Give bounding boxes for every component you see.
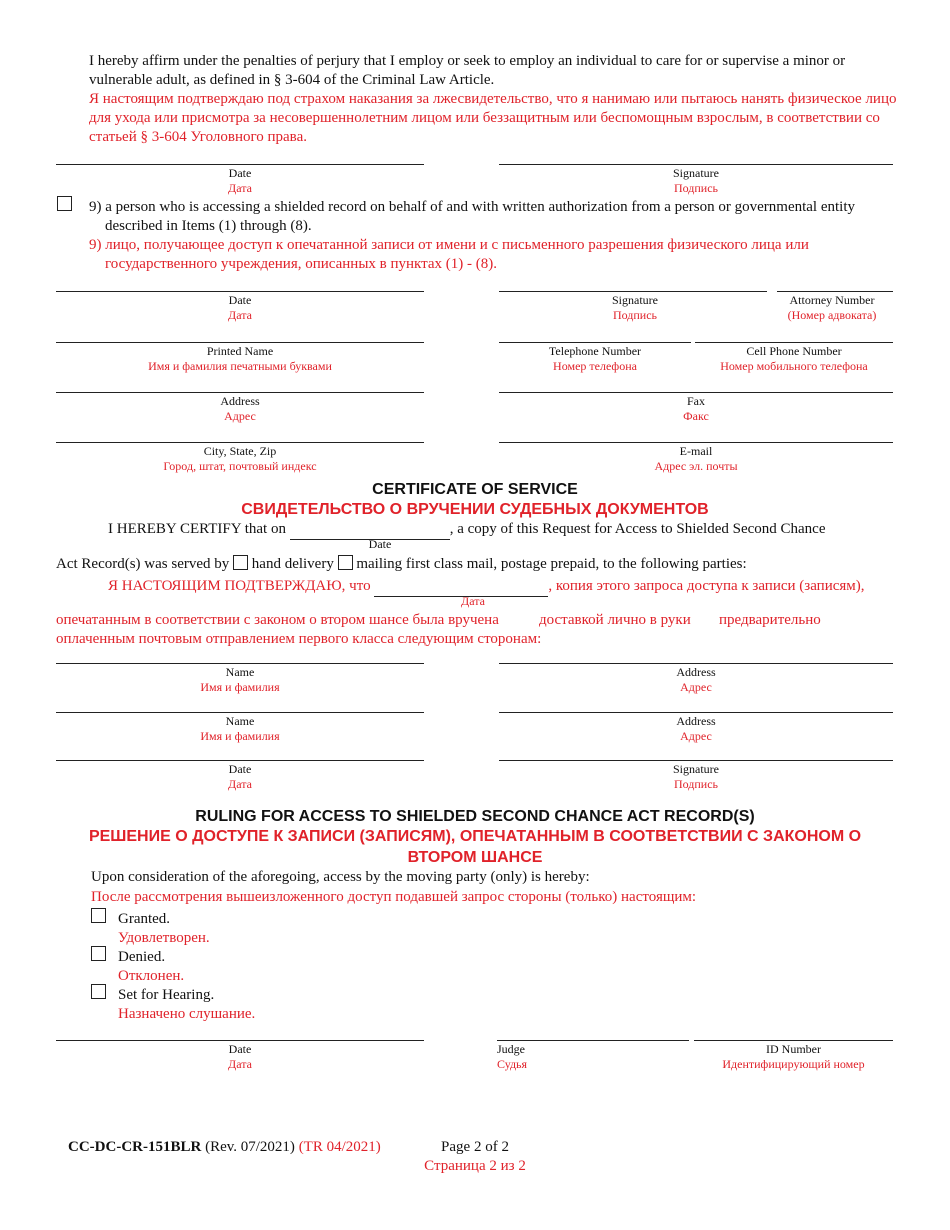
- email-label: E-mail Адрес эл. почты: [654, 444, 738, 473]
- hearing-label-ru: Назначено слушание.: [118, 1006, 256, 1022]
- item9-ru: 9) лицо, получающее доступ к опечатанной записи от имени и с письменного разрешения физического лица или государственного учреждения, описанных в пунктах (1) - (8).: [89, 237, 809, 272]
- certificate-title: CERTIFICATE OF SERVICE: [372, 481, 578, 498]
- affirmation-en: I hereby affirm under the penalties of perjury that I employ or seek to employ an individual to care for or supervise a minor or vulnerable adult, as defined in § 3-604 of the Criminal Law Article.: [89, 53, 846, 88]
- ruling-date-label: Date Дата: [228, 1042, 252, 1071]
- service-date-sign-label: Date Дата: [228, 762, 252, 791]
- email-line[interactable]: [499, 442, 893, 443]
- service-date-line[interactable]: [56, 760, 424, 761]
- form-number: CC-DC-CR-151BLR (Rev. 07/2021) (TR 04/2021): [68, 1139, 381, 1155]
- party-name-line[interactable]: [56, 663, 424, 664]
- affirmation-text: [89, 52, 899, 147]
- attorney-number-line[interactable]: [777, 291, 893, 292]
- cell-phone-label: Cell Phone Number Номер мобильного телефона: [720, 344, 868, 373]
- fax-line[interactable]: [499, 392, 893, 393]
- certify-line-2: Act Record(s) was served by hand delivery mailing first class mail, postage prepaid, to the following parties:: [56, 556, 747, 572]
- service-signature-label: Signature Подпись: [673, 762, 719, 791]
- signature-line[interactable]: [499, 291, 767, 292]
- telephone-line[interactable]: [499, 342, 691, 343]
- judge-label: Judge Судья: [497, 1042, 528, 1071]
- ruling-title-ru-1: РЕШЕНИЕ О ДОСТУПЕ К ЗАПИСИ (ЗАПИСЯМ), ОПЕЧАТАННЫМ В СООТВЕТСТВИИ С ЗАКОНОМ О: [88, 828, 862, 845]
- party-name-label: Name Имя и фамилия: [200, 714, 280, 743]
- printed-name-label: Printed Name Имя и фамилия печатными буквами: [148, 344, 332, 373]
- granted-label: Granted.: [118, 911, 171, 927]
- telephone-label: Telephone Number Номер телефона: [548, 344, 642, 373]
- certify-ru-hand: доставкой лично в руки: [539, 612, 691, 628]
- denied-label-ru: Отклонен.: [118, 968, 185, 984]
- date-label: Date Дата: [228, 166, 252, 195]
- date-label: Date Дата: [228, 293, 252, 322]
- ruling-title-ru-2: ВТОРОМ ШАНСЕ: [407, 849, 543, 866]
- denied-checkbox[interactable]: [91, 946, 106, 961]
- address-line[interactable]: [56, 392, 424, 393]
- party-address-line[interactable]: [499, 712, 893, 713]
- ruling-title: RULING FOR ACCESS TO SHIELDED SECOND CHANCE ACT RECORD(S): [195, 808, 755, 825]
- service-date-label-ru: Дата: [461, 594, 485, 608]
- service-date-label: Date: [368, 537, 392, 551]
- party-address-label: Address Адрес: [676, 714, 716, 743]
- mailing-checkbox[interactable]: [338, 555, 353, 570]
- cell-phone-line[interactable]: [695, 342, 893, 343]
- hearing-checkbox[interactable]: [91, 984, 106, 999]
- date-line[interactable]: [56, 164, 424, 165]
- judge-line[interactable]: [497, 1040, 689, 1041]
- signature-label: Signature Подпись: [612, 293, 658, 322]
- certify-ru-line-2: опечатанным в соответствии с законом о втором шансе была вручена: [56, 612, 499, 628]
- party-name-line[interactable]: [56, 712, 424, 713]
- ruling-intro-ru: После рассмотрения вышеизложенного доступ подавшей запрос стороны (только) настоящим:: [91, 889, 697, 905]
- certificate-title-ru: СВИДЕТЕЛЬСТВО О ВРУЧЕНИИ СУДЕБНЫХ ДОКУМЕНТОВ: [241, 501, 709, 518]
- item9-checkbox[interactable]: [57, 196, 72, 211]
- certify-ru-prepaid: предварительно: [719, 612, 821, 628]
- party-name-label: Name Имя и фамилия: [200, 665, 280, 694]
- fax-label: Fax Факс: [683, 394, 709, 423]
- affirmation-ru: Я настоящим подтверждаю под страхом наказания за лжесвидетельство, что я нанимаю или пытаюсь нанять физическое лицо для ухода или присмотра за несовершеннолетним лицом или беззащитным или беспомощным взрослым, в соответствии со статьей § 3-604 Уголовного права.: [89, 91, 897, 145]
- certify-ru-line-3: оплаченным почтовым отправлением первого класса следующим сторонам:: [56, 631, 542, 647]
- id-number-label: ID Number Идентифицирующий номер: [722, 1042, 865, 1071]
- certify-line-1: I HEREBY CERTIFY that on , a copy of this Request for Access to Shielded Second Chance: [108, 520, 825, 540]
- city-line[interactable]: [56, 442, 424, 443]
- hand-delivery-checkbox[interactable]: [233, 555, 248, 570]
- id-number-line[interactable]: [694, 1040, 893, 1041]
- address-label: Address Адрес: [220, 394, 260, 423]
- signature-line[interactable]: [499, 164, 893, 165]
- item9-text: [89, 198, 899, 274]
- item9-en: 9) a person who is accessing a shielded record on behalf of and with written authorization from a person or governmental entity described in Items (1) through (8).: [89, 199, 856, 234]
- party-address-line[interactable]: [499, 663, 893, 664]
- printed-name-line[interactable]: [56, 342, 424, 343]
- city-label: City, State, Zip Город, штат, почтовый индекс: [163, 444, 317, 473]
- service-signature-line[interactable]: [499, 760, 893, 761]
- denied-label: Denied.: [118, 949, 166, 965]
- date-line[interactable]: [56, 291, 424, 292]
- ruling-intro: Upon consideration of the aforegoing, access by the moving party (only) is hereby:: [91, 869, 590, 885]
- attorney-number-label: Attorney Number (Номер адвоката): [787, 293, 877, 322]
- granted-checkbox[interactable]: [91, 908, 106, 923]
- granted-label-ru: Удовлетворен.: [118, 930, 210, 946]
- certify-ru-line-1: Я НАСТОЯЩИМ ПОДТВЕРЖДАЮ, что , копия этого запроса доступа к записи (записям),: [108, 577, 865, 597]
- party-address-label: Address Адрес: [676, 665, 716, 694]
- ruling-date-line[interactable]: [56, 1040, 424, 1041]
- page-number: Page 2 of 2 Страница 2 из 2: [424, 1139, 526, 1174]
- hearing-label: Set for Hearing.: [118, 987, 215, 1003]
- signature-label: Signature Подпись: [673, 166, 719, 195]
